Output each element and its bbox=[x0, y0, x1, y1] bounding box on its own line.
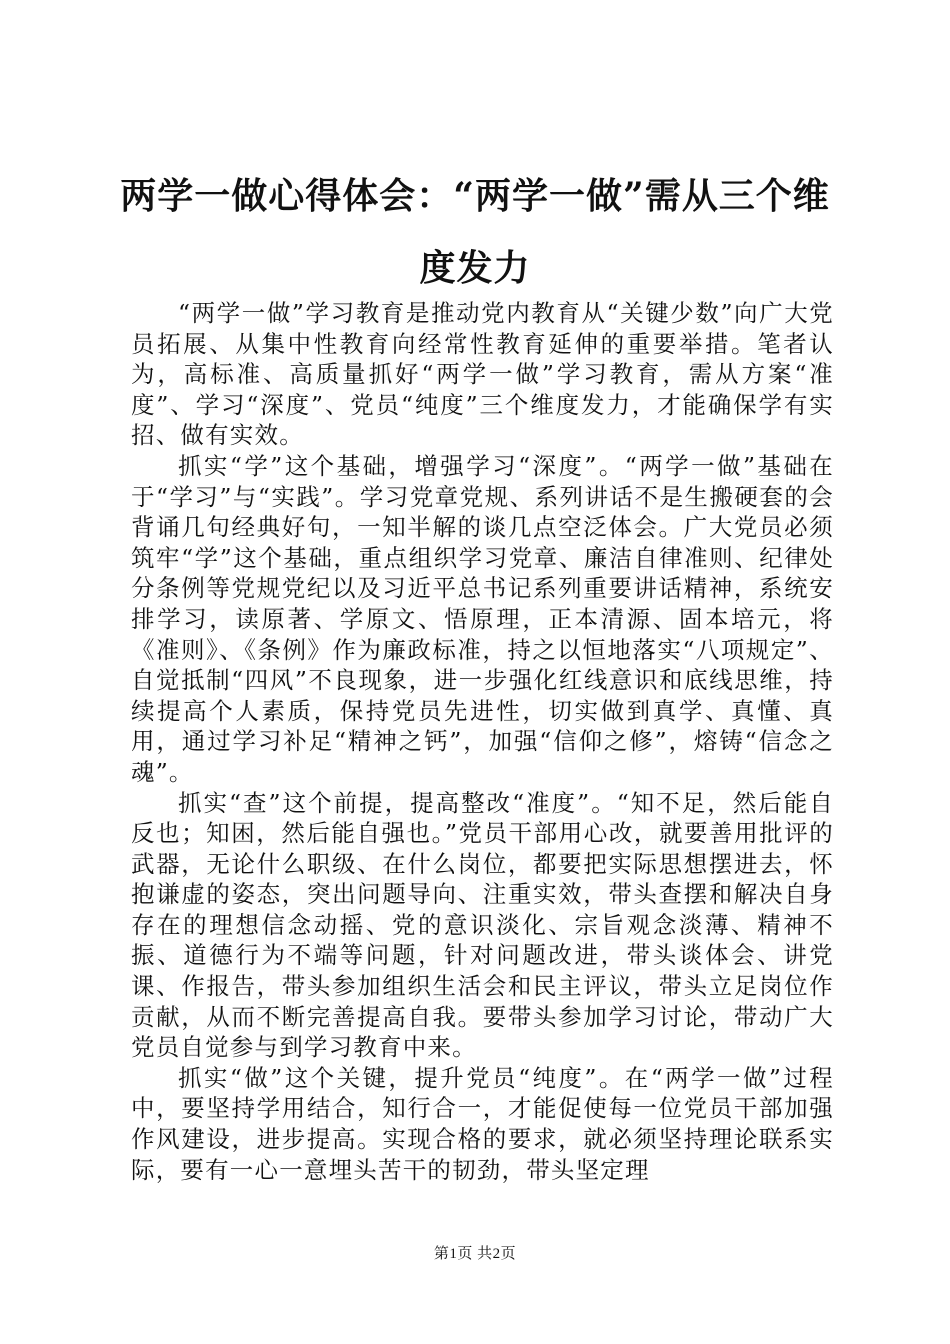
page-number-footer: 第1页 共2页 bbox=[433, 1246, 517, 1262]
document-body bbox=[131, 298, 834, 1185]
document-title: 两学一做心得体会：“两学一做”需从三个维度发力 bbox=[120, 175, 830, 289]
paragraph-do: 抓实“做”这个关键，提升党员“纯度”。在“两学一做”过程中，要坚持学用结合，知行合一，才能促使每一位党员干部加强作风建设，进步提高。实现合格的要求，就必须坚持理论联系实际，要有一心一意埋头苦干的韧劲，带头坚定理 bbox=[131, 1063, 834, 1184]
paragraph-study: 抓实“学”这个基础，增强学习“深度”。“两学一做”基础在于“学习”与“实践”。学习党章党规、系列讲话不是生搬硬套的会背诵几句经典好句，一知半解的谈几点空泛体会。广大党员必须筑牢“学”这个基础，重点组织学习党章、廉洁自律准则、纪律处分条例等党规党纪以及习近平总书记系列重要讲话精神，系统安排学习，读原著、学原文、悟原理，正本清源、固本培元，将《准则》、《条例》作为廉政标准，持之以恒地落实“八项规定”、自觉抵制“四风”不良现象，进一步强化红线意识和底线思维，持续提高个人素质，保持党员先进性，切实做到真学、真懂、真用，通过学习补足“精神之钙”，加强“信仰之修”，熔铸“信念之魂”。 bbox=[131, 451, 834, 786]
paragraph-check: 抓实“查”这个前提，提高整改“准度”。“知不足，然后能自反也；知困，然后能自强也。”党员干部用心改，就要善用批评的武器，无论什么职级、在什么岗位，都要把实际思想摆进去，怀抱谦虚的姿态，突出问题导向、注重实效，带头查摆和解决自身存在的理想信念动摇、党的意识淡化、宗旨观念淡薄、精神不振、道德行为不端等问题，针对问题改进，带头谈体会、讲党课、作报告，带头参加组织生活会和民主评议，带头立足岗位作贡献，从而不断完善提高自我。要带头参加学习讨论，带动广大党员自觉参与到学习教育中来。 bbox=[131, 788, 834, 1062]
paragraph-intro: “两学一做”学习教育是推动党内教育从“关键少数”向广大党员拓展、从集中性教育向经常性教育延伸的重要举措。笔者认为，高标准、高质量抓好“两学一做”学习教育，需从方案“准度”、学习“深度”、党员“纯度”三个维度发力，才能确保学有实招、做有实效。 bbox=[131, 299, 834, 450]
